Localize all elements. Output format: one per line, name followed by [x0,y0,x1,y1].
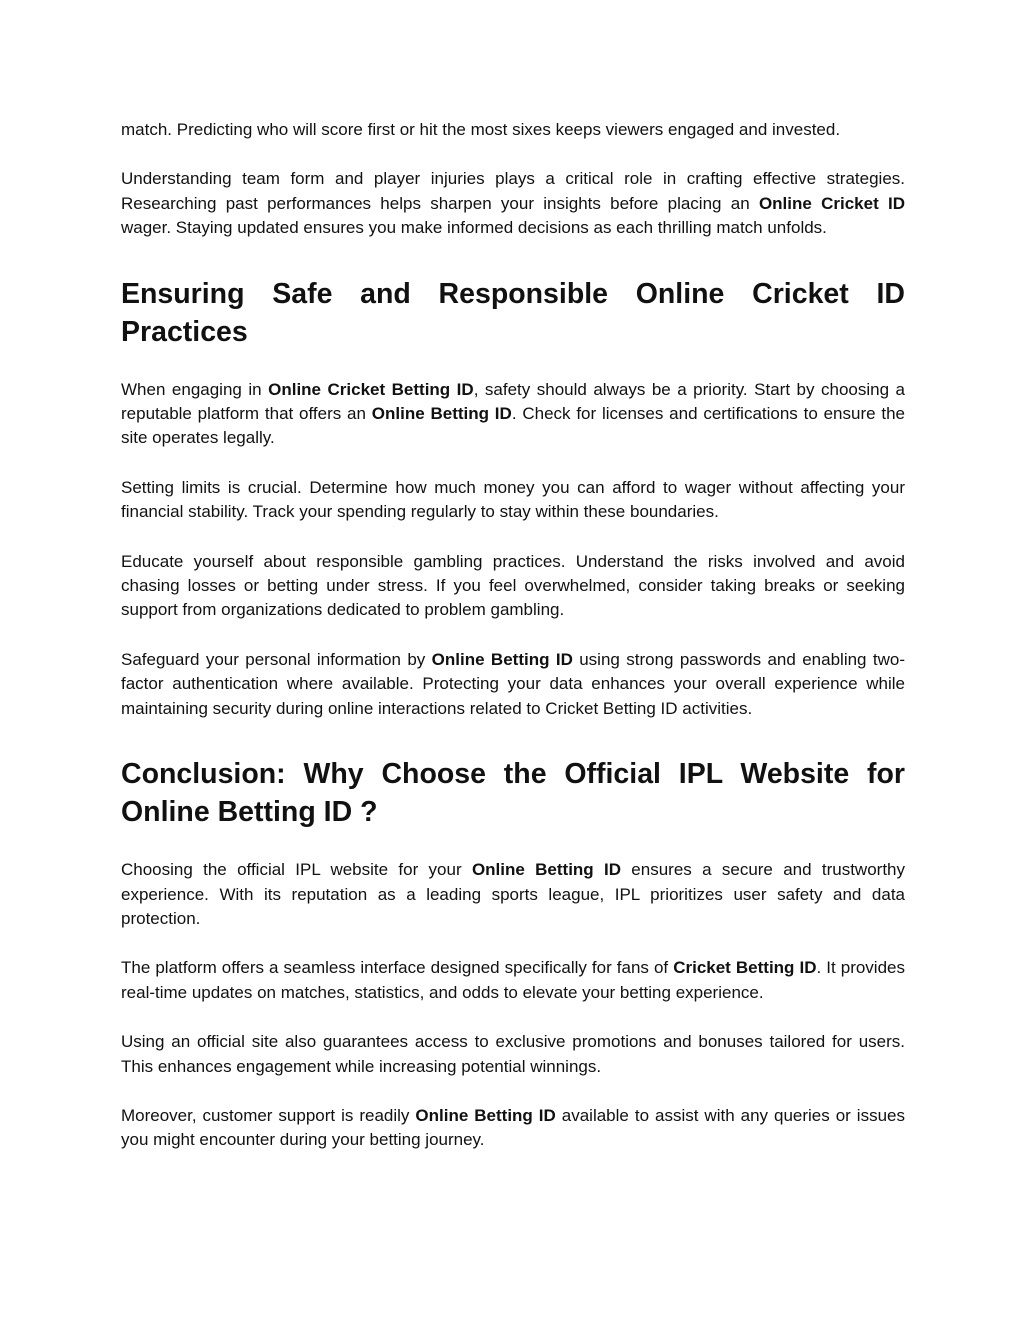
keyword-bold: Online Cricket Betting ID [268,379,474,399]
intro-paragraph-2 [121,167,905,240]
keyword-bold: Online Betting ID [415,1105,556,1125]
paragraph-text: . It provides real-time updates on matches, statistics, and odds to elevate your betting experience. [121,958,905,1002]
paragraph-text: Choosing the official IPL website for your [121,860,472,880]
section-heading-conclusion: Conclusion: Why Choose the Official IPL Website for Online Betting ID ? [121,758,905,829]
paragraph-text: using strong passwords and enabling two-factor authentication where available. Protecting your data enhances your overall experience while maintaining security during online interactions related to Cricket Betting ID activities. [121,649,905,718]
safety-paragraph-1 [121,378,905,451]
safety-paragraph-4 [121,648,905,721]
section-heading-safe-practices: Ensuring Safe and Responsible Online Cricket ID Practices [121,277,905,348]
paragraph-text: , safety should always be a priority. Start by choosing a reputable platform that offers an [121,379,906,424]
paragraph-text: The platform offers a seamless interface designed specifically for fans of [121,958,674,978]
conclusion-paragraph-4 [121,1104,905,1153]
keyword-bold: Cricket Betting ID [673,958,817,978]
paragraph-text: . Check for licenses and certifications to ensure the site operates legally. [121,404,905,448]
keyword-bold: Online Betting ID [431,649,573,669]
intro-paragraph-1 [121,118,905,142]
keyword-bold: Online Cricket ID [758,193,906,213]
paragraph-text: Educate yourself about responsible gambling practices. Understand the risks involved and avoid chasing losses or betting under stress. If you feel overwhelmed, consider taking breaks or seeking support from organizations dedicated to problem gambling. [121,551,905,620]
paragraph-text: match. Predicting who will score first or hit the most sixes keeps viewers engaged and invested. [121,120,841,139]
paragraph-text: Safeguard your personal information by [121,649,432,669]
paragraph-text: Moreover, customer support is readily [121,1105,416,1125]
keyword-bold: Online Betting ID [371,404,512,424]
safety-paragraph-3 [121,550,905,623]
paragraph-text: Understanding team form and player injuries plays a critical role in crafting effective strategies. Researching past performances helps sharpen your insights before placing an [121,169,905,213]
document-page [121,118,905,1153]
keyword-bold: Online Betting ID [471,860,621,880]
paragraph-text: available to assist with any queries or issues you might encounter during your betting journey. [121,1105,905,1150]
conclusion-paragraph-3 [121,1030,905,1079]
conclusion-paragraph-2 [121,956,905,1005]
paragraph-text: Setting limits is crucial. Determine how much money you can afford to wager without affecting your financial stability. Track your spending regularly to stay within these boundaries. [121,477,905,522]
paragraph-text: When engaging in [121,379,269,399]
paragraph-text: ensures a secure and trustworthy experience. With its reputation as a leading sports league, IPL prioritizes user safety and data protection. [121,860,905,928]
conclusion-paragraph-1 [121,858,905,931]
paragraph-text: Using an official site also guarantees access to exclusive promotions and bonuses tailored for users. This enhances engagement while increasing potential winnings. [121,1032,905,1076]
safety-paragraph-2 [121,476,905,525]
paragraph-text: wager. Staying updated ensures you make informed decisions as each thrilling match unfolds. [121,218,827,238]
